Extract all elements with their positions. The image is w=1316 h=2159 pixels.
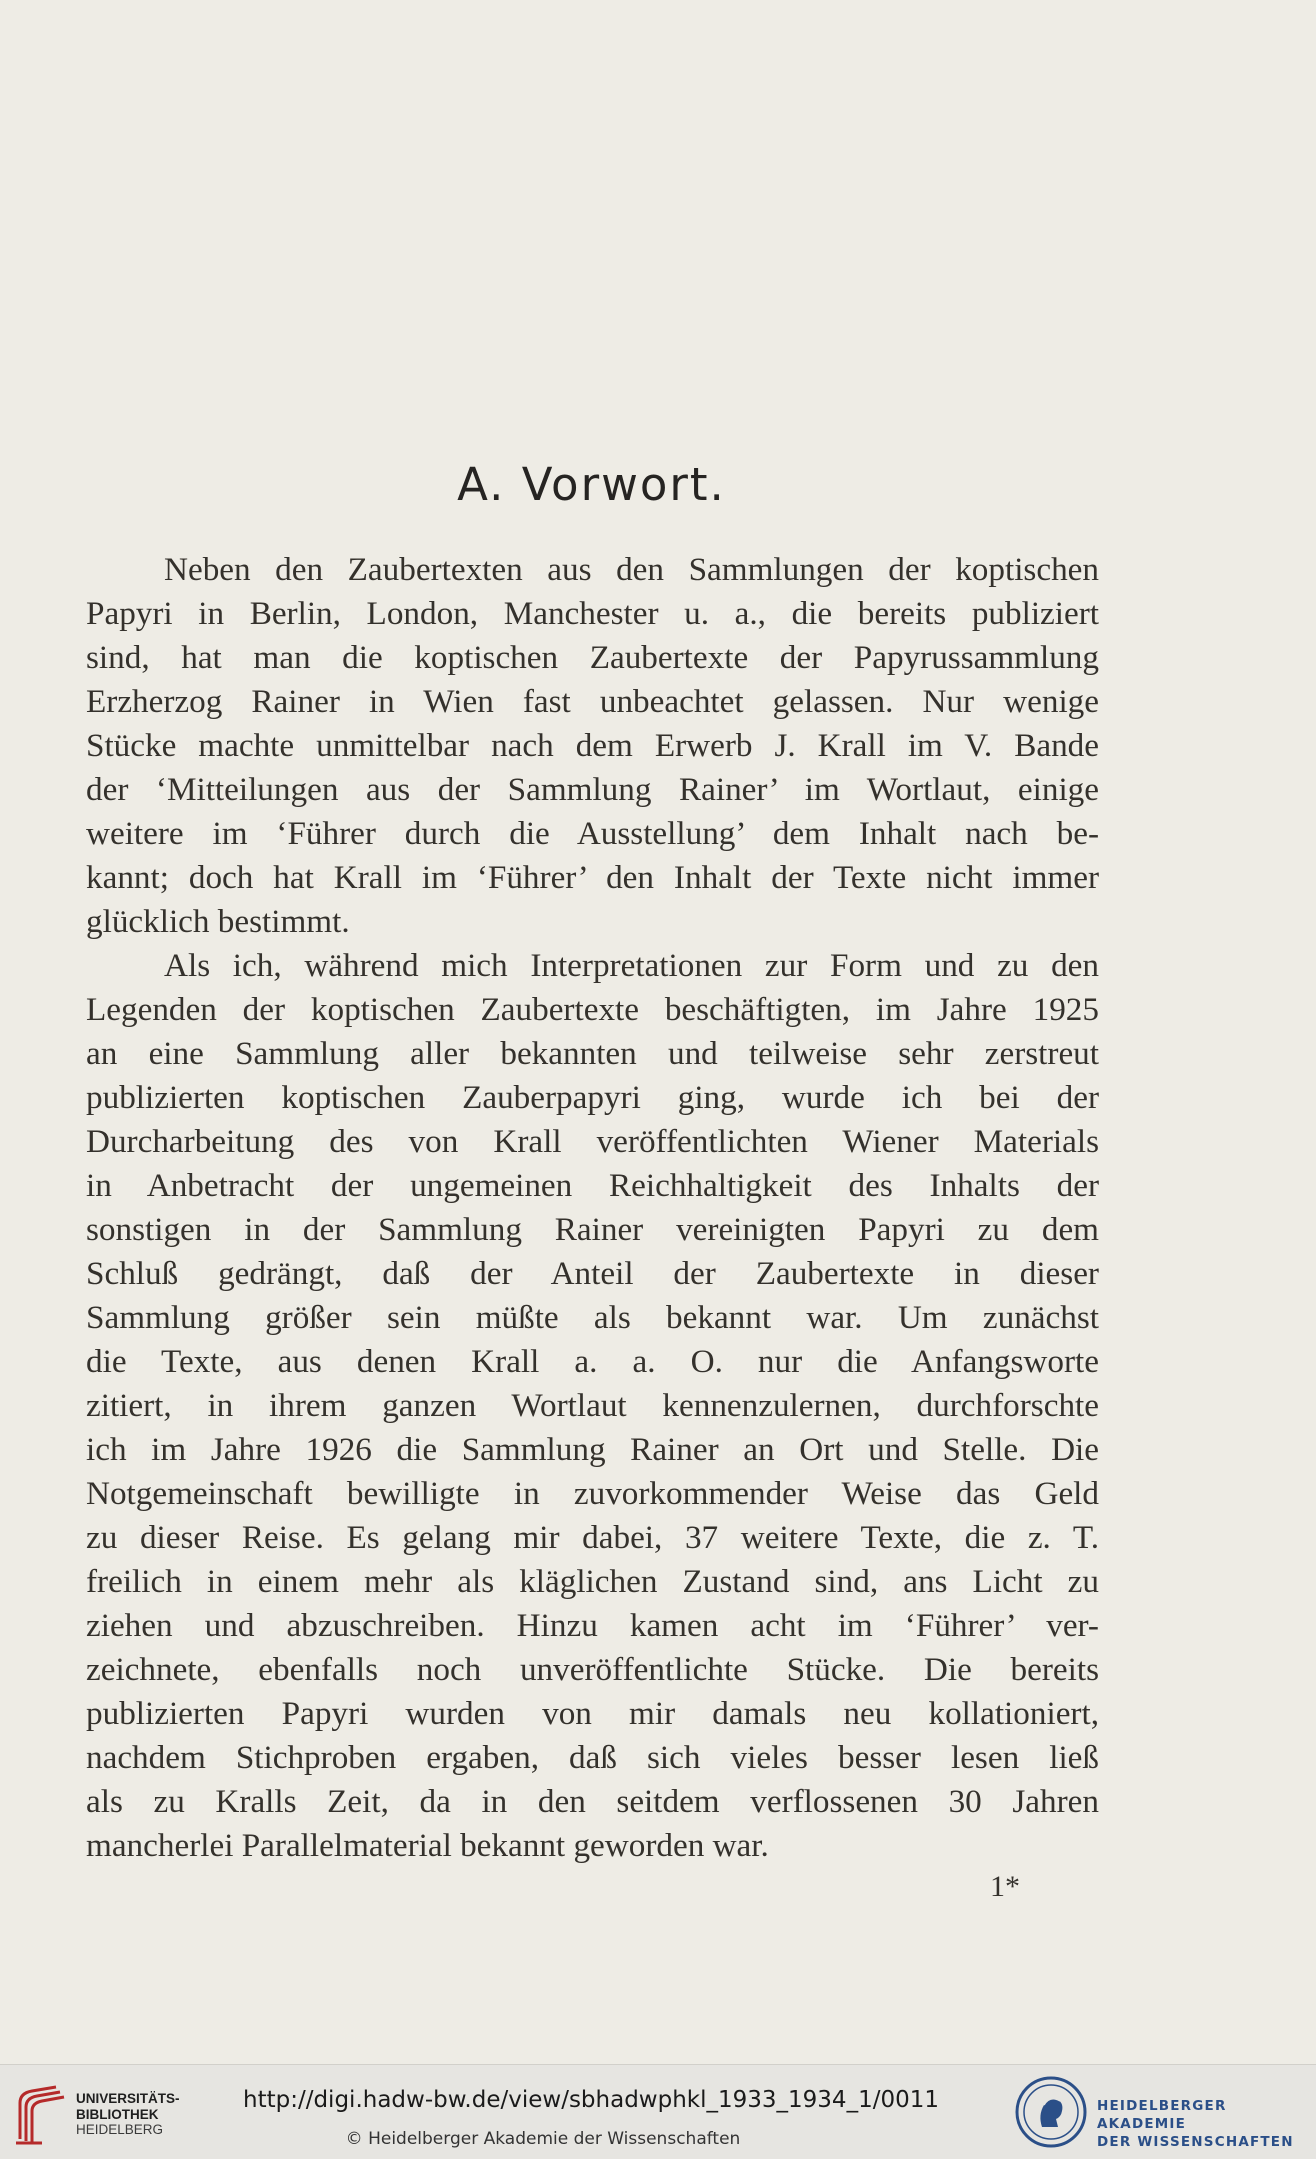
text-line: Schluß gedrängt, daß der Anteil der Zaubertexte in dieser: [86, 1255, 1099, 1292]
text-line: Notgemeinschaft bewilligte in zuvorkommender Weise das Geld: [86, 1475, 1099, 1512]
text-line: Legenden der koptischen Zaubertexte beschäftigten, im Jahre 1925: [86, 991, 1099, 1028]
academy-line-1: HEIDELBERGER AKADEMIE: [1097, 2098, 1227, 2132]
ub-line-2: BIBLIOTHEK: [76, 2106, 159, 2122]
text-line: die Texte, aus denen Krall a. a. O. nur die Anfangsworte: [86, 1343, 1099, 1380]
text-line: ich im Jahre 1926 die Sammlung Rainer an Ort und Stelle. Die: [86, 1431, 1099, 1468]
page-folio: 1*: [990, 1870, 1020, 1903]
text-line: freilich in einem mehr als kläglichen Zustand sind, ans Licht zu: [86, 1563, 1099, 1600]
text-line: in Anbetracht der ungemeinen Reichhaltigkeit des Inhalts der: [86, 1167, 1099, 1204]
academy-line-2: DER WISSENSCHAFTEN: [1097, 2134, 1294, 2150]
text-line: publizierten Papyri wurden von mir damals neu kollationiert,: [86, 1695, 1099, 1732]
text-line: sind, hat man die koptischen Zaubertexte der Papyrussammlung: [86, 639, 1099, 676]
ub-line-1: UNIVERSITÄTS-: [76, 2091, 180, 2106]
text-line: Sammlung größer sein müßte als bekannt war. Um zunächst: [86, 1299, 1099, 1336]
text-line: mancherlei Parallelmaterial bekannt geworden war.: [86, 1827, 769, 1864]
text-line: weitere im ‘Führer durch die Ausstellung’ dem Inhalt nach be-: [86, 815, 1099, 852]
copyright-notice: © Heidelberger Akademie der Wissenschaften: [345, 2129, 741, 2149]
ub-line-3: HEIDELBERG: [76, 2122, 164, 2137]
text-line: als zu Kralls Zeit, da in den seitdem verflossenen 30 Jahren: [86, 1783, 1099, 1820]
academy-seal-icon: [1014, 2075, 1088, 2149]
text-line: kannt; doch hat Krall im ‘Führer’ den Inhalt der Texte nicht immer: [86, 859, 1099, 896]
text-line: Durcharbeitung des von Krall veröffentlichten Wiener Materials: [86, 1123, 1099, 1160]
section-heading: A. Vorwort.: [457, 458, 726, 511]
permalink-url[interactable]: http://digi.hadw-bw.de/view/sbhadwphkl_1933_1934_1/0011: [243, 2087, 939, 2113]
university-library-name: [76, 2091, 180, 2138]
footer-bar: [0, 2064, 1316, 2159]
text-line: sonstigen in der Sammlung Rainer vereinigten Papyri zu dem: [86, 1211, 1099, 1248]
text-line: ziehen und abzuschreiben. Hinzu kamen acht im ‘Führer’ ver-: [86, 1607, 1099, 1644]
text-line: Als ich, während mich Interpretationen zur Form und zu den: [164, 947, 1099, 984]
university-library-logo-icon: [12, 2083, 70, 2147]
text-line: nachdem Stichproben ergaben, daß sich vieles besser lesen ließ: [86, 1739, 1099, 1776]
text-line: zitiert, in ihrem ganzen Wortlaut kennenzulernen, durchforschte: [86, 1387, 1099, 1424]
body-text: [86, 548, 1099, 1868]
text-line: zeichnete, ebenfalls noch unveröffentlichte Stücke. Die bereits: [86, 1651, 1099, 1688]
text-line: Papyri in Berlin, London, Manchester u. a., die bereits publiziert: [86, 595, 1099, 632]
text-line: der ‘Mitteilungen aus der Sammlung Rainer’ im Wortlaut, einige: [86, 771, 1099, 808]
text-line: Erzherzog Rainer in Wien fast unbeachtet gelassen. Nur wenige: [86, 683, 1099, 720]
academy-name: [1097, 2097, 1316, 2151]
text-line: publizierten koptischen Zauberpapyri ging, wurde ich bei der: [86, 1079, 1099, 1116]
text-line: an eine Sammlung aller bekannten und teilweise sehr zerstreut: [86, 1035, 1099, 1072]
text-line: Neben den Zaubertexten aus den Sammlungen der koptischen: [164, 551, 1099, 588]
text-line: zu dieser Reise. Es gelang mir dabei, 37 weitere Texte, die z. T.: [86, 1519, 1099, 1556]
text-line: glücklich bestimmt.: [86, 903, 350, 940]
text-line: Stücke machte unmittelbar nach dem Erwerb J. Krall im V. Bande: [86, 727, 1099, 764]
